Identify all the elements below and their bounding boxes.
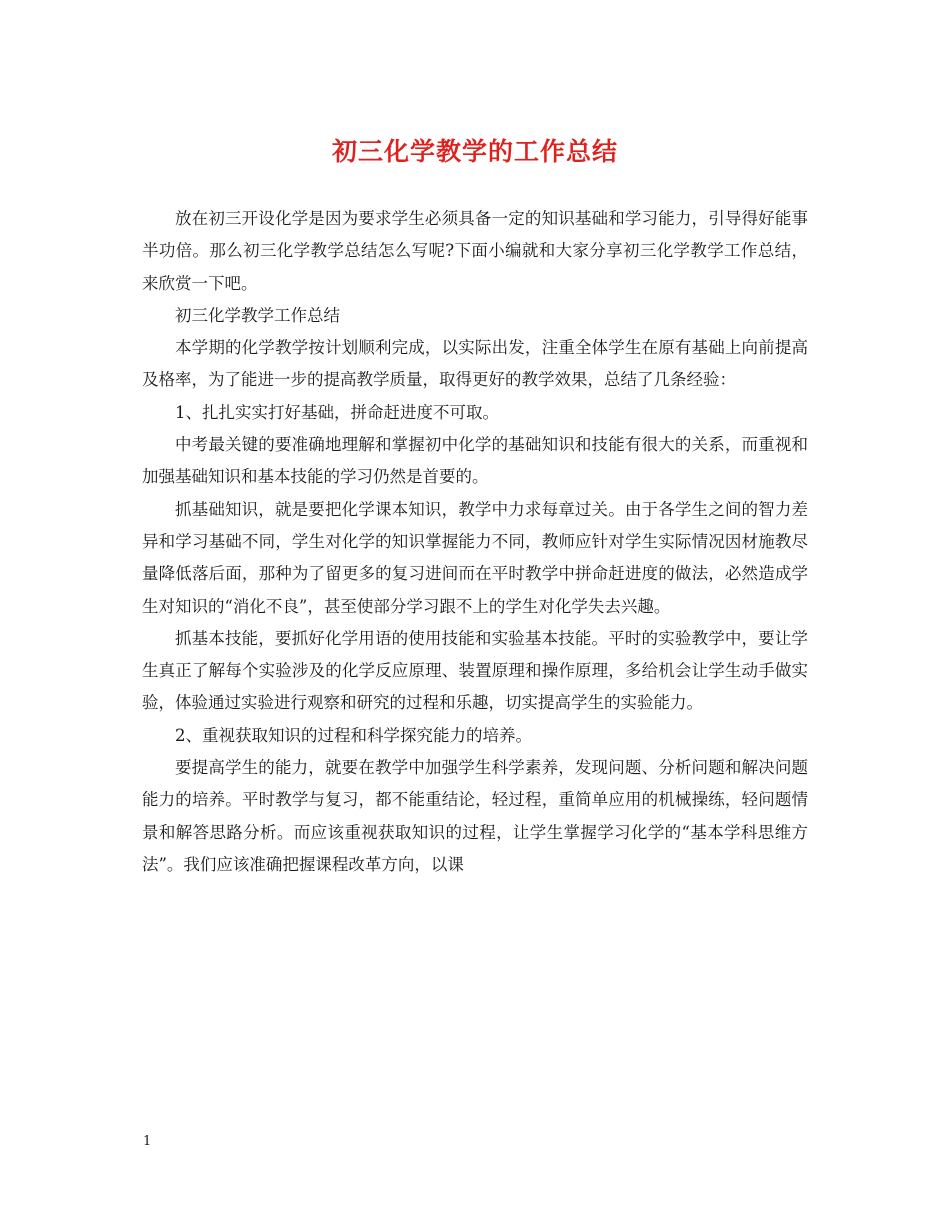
document-title: 初三化学教学的工作总结 xyxy=(331,137,618,166)
paragraph-ability: 要提高学生的能力，就要在教学中加强学生科学素养，发现问题、分析问题和解决问题能力的培养。平时教学与复习，都不能重结论，轻过程，重简单应用的机械操练，轻问题情景和解答思路分析。而应该重视获取知识的过程，让学生掌握学习化学的“基本学科思维方法”。我们应该准确把握课程改革方向，以课 xyxy=(142,758,808,874)
document-body xyxy=(142,203,808,881)
paragraph-point-1: 1、扎扎实实打好基础，拼命赶进度不可取。 xyxy=(175,402,499,422)
paragraph-basics: 中考最关键的要准确地理解和掌握初中化学的基础知识和技能有很大的关系，而重视和加强基础知识和基本技能的学习仍然是首要的。 xyxy=(142,435,808,487)
paragraph-knowledge: 抓基础知识，就是要把化学课本知识，教学中力求每章过关。由于各学生之间的智力差异和学习基础不同，学生对化学的知识掌握能力不同，教师应针对学生实际情况因材施教尽量降低落后面，那种为了留更多的复习进间而在平时教学中拼命赶进度的做法，必然造成学生对知识的“消化不良”，甚至使部分学习跟不上的学生对化学失去兴趣。 xyxy=(142,499,808,616)
paragraph-skills: 抓基本技能，要抓好化学用语的使用技能和实验基本技能。平时的实验教学中，要让学生真正了解每个实验涉及的化学反应原理、装置原理和操作原理，多给机会让学生动手做实验，体验通过实验进行观察和研究的过程和乐趣，切实提高学生的实验能力。 xyxy=(142,628,808,713)
page-number: 1 xyxy=(143,1134,152,1149)
paragraph-intro: 放在初三开设化学是因为要求学生必须具备一定的知识基础和学习能力，引导得好能事半功倍。那么初三化学教学总结怎么写呢?下面小编就和大家分享初三化学教学工作总结，来欣赏一下吧。 xyxy=(142,209,808,293)
paragraph-point-2: 2、重视获取知识的过程和科学探究能力的培养。 xyxy=(175,725,532,745)
paragraph-subtitle: 初三化学教学工作总结 xyxy=(175,305,340,325)
paragraph-summary: 本学期的化学教学按计划顺利完成，以实际出发，注重全体学生在原有基础上向前提高及格率，为了能进一步的提高教学质量，取得更好的教学效果，总结了几条经验： xyxy=(142,338,808,390)
